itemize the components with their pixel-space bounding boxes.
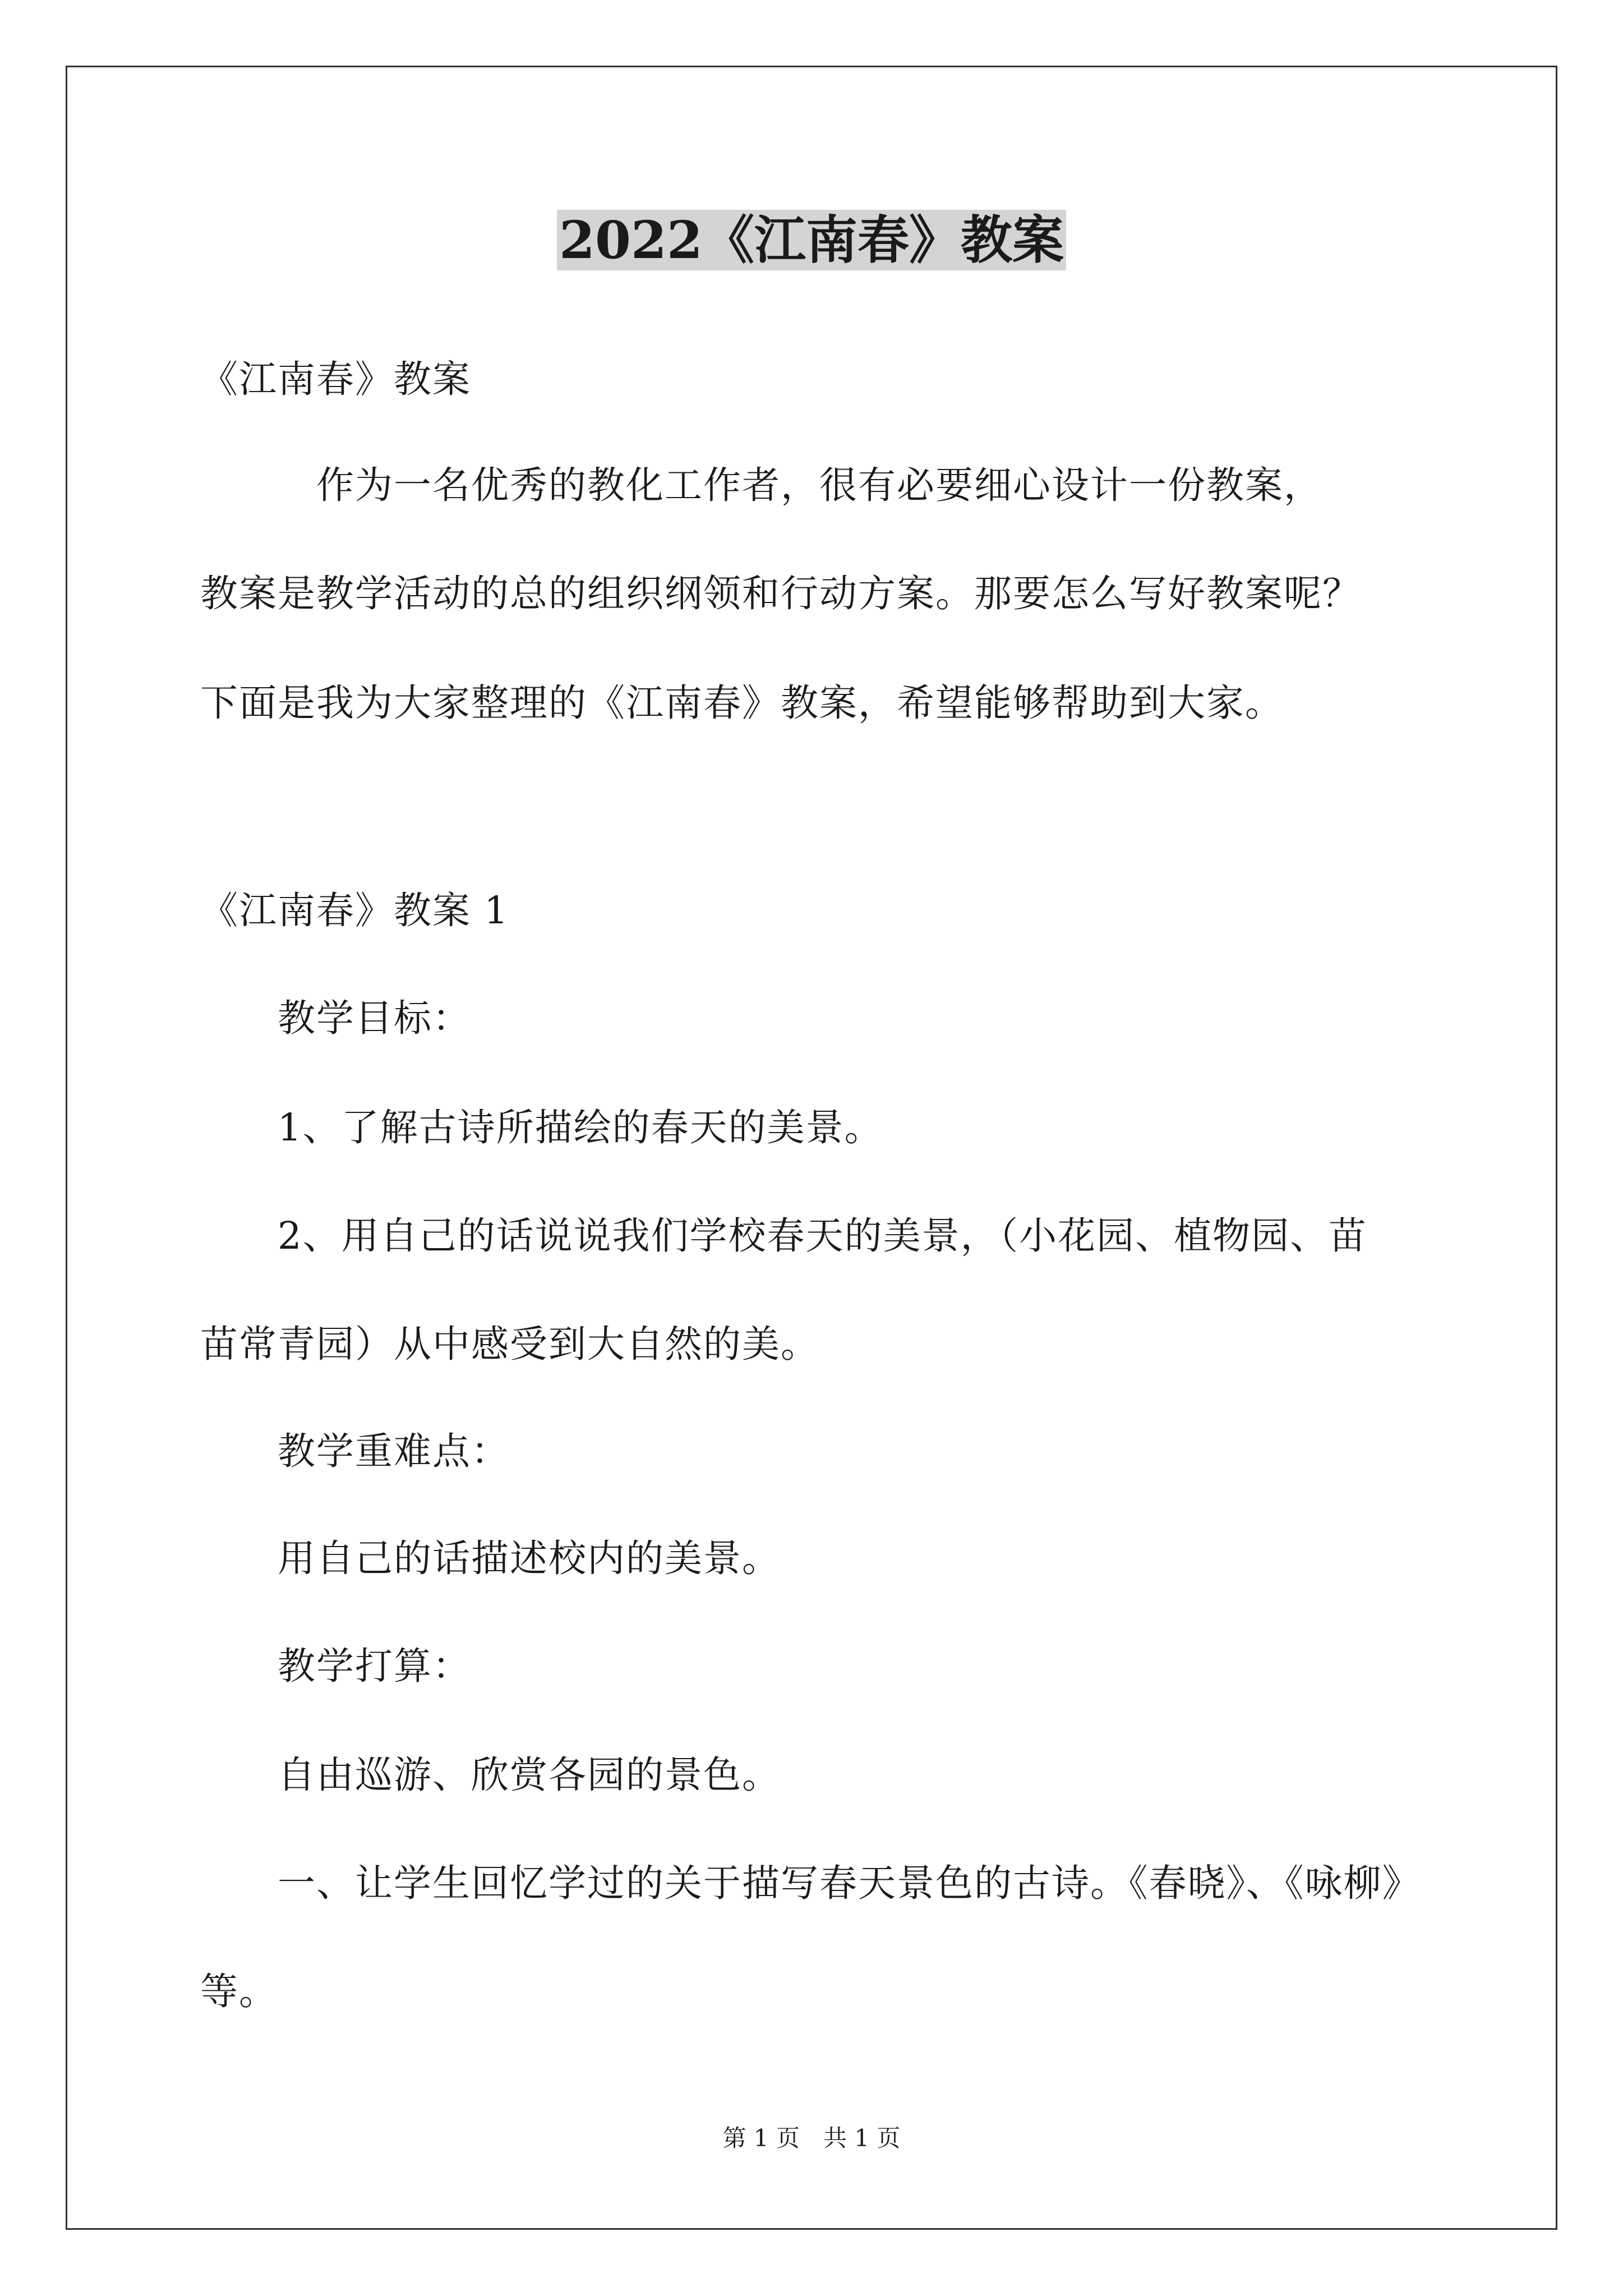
paragraph-line: 教学目标：	[200, 996, 471, 1040]
paragraph-line: 1、了解古诗所描绘的春天的美景。	[200, 1106, 883, 1149]
section-heading: 《江南春》教案	[200, 357, 471, 401]
paragraph-line: 等。	[200, 1970, 278, 2013]
page-footer: 第 1 页 共 1 页	[722, 2124, 901, 2152]
paragraph-line: 教案是教学活动的总的组织纲领和行动方案。那要怎么写好教案呢？	[200, 572, 1361, 615]
document-title: 2022《江南春》教案	[0, 204, 1623, 277]
paragraph-line: 作为一名优秀的教化工作者，很有必要细心设计一份教案，	[200, 463, 1322, 507]
paragraph-line: 2、用自己的话说说我们学校春天的美景，（小花园、植物园、苗	[200, 1214, 1368, 1258]
paragraph-line: 一、让学生回忆学过的关于描写春天景色的古诗。《春晓》、《咏柳》	[200, 1861, 1421, 1905]
paragraph-line: 教学打算：	[200, 1644, 471, 1688]
paragraph-line: 下面是我为大家整理的《江南春》教案，希望能够帮助到大家。	[200, 681, 1284, 725]
paragraph-line: 苗常青园）从中感受到大自然的美。	[200, 1322, 819, 1366]
paragraph-line: 自由巡游、欣赏各园的景色。	[200, 1753, 781, 1797]
paragraph-line: 教学重难点：	[200, 1429, 510, 1473]
paragraph-line: 用自己的话描述校内的美景。	[200, 1536, 781, 1580]
section-heading: 《江南春》教案 1	[200, 889, 509, 932]
